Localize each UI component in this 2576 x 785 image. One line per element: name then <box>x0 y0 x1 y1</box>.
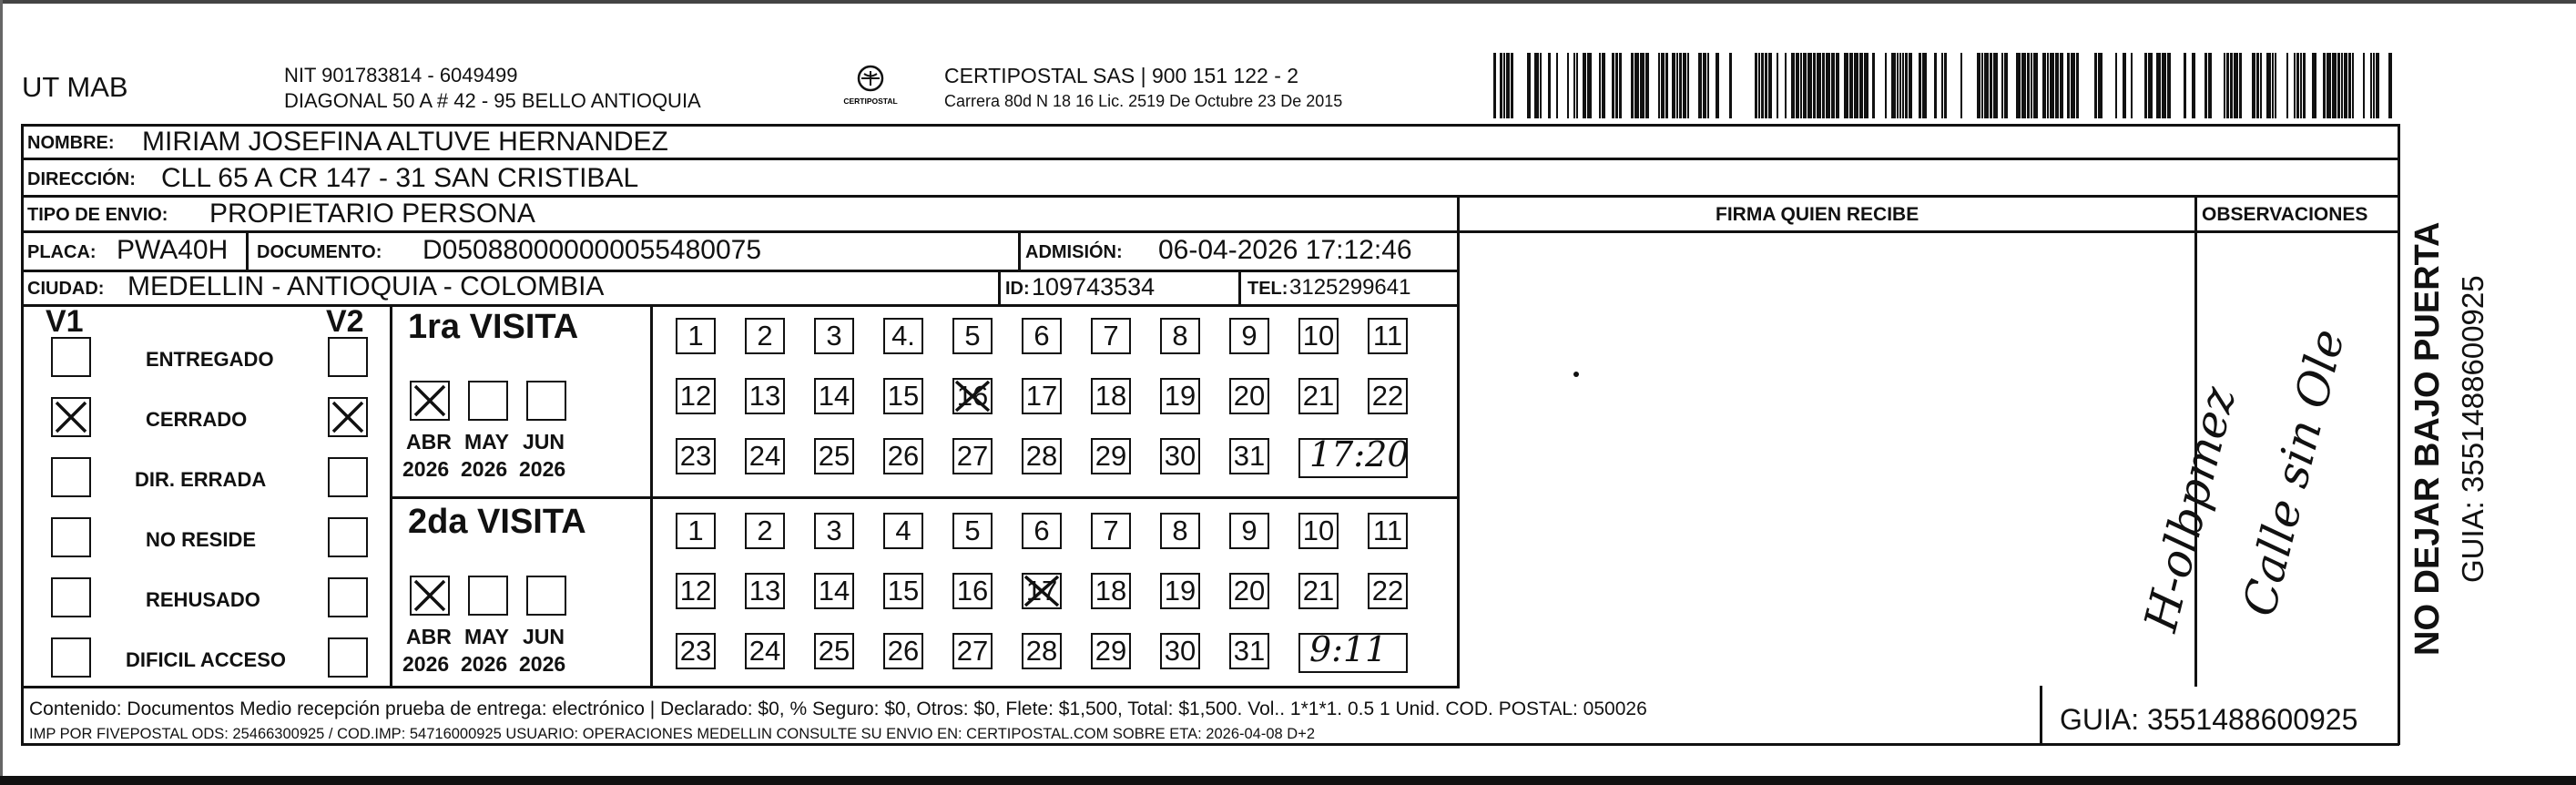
month-year: 2026 <box>461 457 508 481</box>
status-label: ENTREGADO <box>146 348 274 371</box>
day-number: 19 <box>1164 575 1196 607</box>
day-number: 9 <box>1241 320 1257 352</box>
day-cross-mark <box>952 378 993 419</box>
day-number: 4 <box>895 515 911 546</box>
id-value: 109743534 <box>1032 273 1156 301</box>
v2-checkbox[interactable] <box>328 457 368 497</box>
frame-bottom <box>21 743 2399 746</box>
day-box[interactable] <box>814 573 854 609</box>
v2-checkbox[interactable] <box>328 577 368 617</box>
v2-checkbox[interactable] <box>328 517 368 557</box>
v2-checkbox[interactable] <box>328 637 368 678</box>
day-box[interactable] <box>1160 513 1200 549</box>
documento-value: D050880000000055480075 <box>423 235 762 265</box>
footer-contenido: Contenido: Documentos Medio recepción prueba de entrega: electrónico | Declarado: $0, % Seguro: $0, Otros: $0, Flete: $1,500, Total: $1,500. Vol.. 1*1*1. 0.5 1 Unid. COD. POSTAL: 050026 <box>29 698 1647 719</box>
day-box[interactable] <box>814 318 854 354</box>
day-number: 21 <box>1302 380 1335 412</box>
day-number: 10 <box>1302 515 1335 546</box>
day-box[interactable] <box>1091 513 1131 549</box>
day-box[interactable] <box>745 378 785 414</box>
day-number: 11 <box>1372 320 1403 352</box>
day-box[interactable] <box>1298 513 1339 549</box>
day-number: 26 <box>887 635 920 667</box>
day-box[interactable] <box>1091 438 1131 474</box>
day-number: 6 <box>1033 515 1050 546</box>
day-number: 22 <box>1371 380 1404 412</box>
visit-left-sep <box>650 304 653 687</box>
day-box[interactable] <box>952 438 993 474</box>
day-number: 2 <box>757 515 773 546</box>
month-checkbox[interactable] <box>410 381 450 421</box>
direccion-value: CLL 65 A CR 147 - 31 SAN CRISTIBAL <box>161 163 639 193</box>
day-number: 5 <box>964 320 981 352</box>
day-box[interactable] <box>1368 573 1408 609</box>
day-number: 29 <box>1095 635 1127 667</box>
day-number: 31 <box>1233 440 1266 472</box>
month-label: ABR <box>406 430 452 454</box>
day-number: 11 <box>1372 515 1403 546</box>
day-number: 4. <box>891 320 915 352</box>
day-box[interactable] <box>676 438 716 474</box>
day-number: 20 <box>1233 380 1266 412</box>
month-label: MAY <box>464 430 509 454</box>
day-box[interactable] <box>883 318 923 354</box>
day-box[interactable] <box>676 573 716 609</box>
day-number: 8 <box>1172 515 1188 546</box>
day-number: 28 <box>1025 440 1058 472</box>
sender-name: UT MAB <box>22 71 128 103</box>
day-number: 15 <box>887 380 920 412</box>
day-number: 14 <box>818 575 850 607</box>
day-box[interactable] <box>1229 513 1269 549</box>
observaciones-header: OBSERVACIONES <box>2202 204 2368 225</box>
day-box[interactable] <box>952 513 993 549</box>
day-number: 13 <box>748 380 781 412</box>
day-box[interactable] <box>883 378 923 414</box>
day-box[interactable] <box>1160 573 1200 609</box>
day-box[interactable] <box>1368 513 1408 549</box>
frame-left <box>21 124 24 745</box>
day-box[interactable] <box>1091 573 1131 609</box>
day-number: 9 <box>1241 515 1257 546</box>
day-number: 16 <box>956 575 989 607</box>
day-number: 30 <box>1164 440 1196 472</box>
month-label: ABR <box>406 625 452 648</box>
row-line-5 <box>21 304 1460 307</box>
day-number: 20 <box>1233 575 1266 607</box>
day-box[interactable] <box>1229 573 1269 609</box>
v1-checkbox[interactable] <box>51 337 91 377</box>
day-number: 23 <box>679 635 712 667</box>
v2-checkbox[interactable] <box>328 397 368 437</box>
day-number: 31 <box>1233 635 1266 667</box>
visit-time: 17:20 <box>1309 434 1410 474</box>
day-box[interactable] <box>1229 318 1269 354</box>
day-box[interactable] <box>1160 318 1200 354</box>
day-number: 7 <box>1103 320 1119 352</box>
frame-right <box>2398 124 2400 745</box>
day-number: 21 <box>1302 575 1335 607</box>
month-label: JUN <box>523 430 565 454</box>
observaciones-handwriting <box>2133 291 2393 674</box>
company-address: Carrera 80d N 18 16 Lic. 2519 De Octubre 23 De 2015 <box>944 92 1343 110</box>
day-number: 12 <box>679 380 712 412</box>
day-number: 17 <box>1025 380 1058 412</box>
day-number: 1 <box>687 320 704 352</box>
top-border <box>0 0 2576 4</box>
day-number: 14 <box>818 380 850 412</box>
day-box[interactable] <box>883 573 923 609</box>
month-checkbox[interactable] <box>468 576 508 616</box>
visit-title: 2da VISITA <box>408 503 586 541</box>
row-line-1 <box>21 158 2399 160</box>
day-box[interactable] <box>1022 378 1062 414</box>
day-box[interactable] <box>1368 378 1408 414</box>
day-box[interactable] <box>676 378 716 414</box>
status-label: NO RESIDE <box>146 528 257 551</box>
ciudad-value: MEDELLIN - ANTIOQUIA - COLOMBIA <box>127 271 605 301</box>
day-number: 16 <box>956 380 989 412</box>
day-box[interactable] <box>952 573 993 609</box>
day-box[interactable] <box>1160 438 1200 474</box>
day-box[interactable] <box>1022 633 1062 669</box>
day-box[interactable] <box>1022 438 1062 474</box>
day-box[interactable] <box>1022 318 1062 354</box>
day-box[interactable] <box>1298 573 1339 609</box>
pen-dot <box>1573 372 1579 377</box>
visit-time-box[interactable] <box>1298 629 1408 673</box>
documento-label: DOCUMENTO: <box>257 242 382 262</box>
month-label: JUN <box>523 625 565 648</box>
day-number: 29 <box>1095 440 1127 472</box>
day-box[interactable] <box>1368 318 1408 354</box>
day-box[interactable] <box>1298 318 1339 354</box>
month-checkbox[interactable] <box>468 381 508 421</box>
day-number: 8 <box>1172 320 1188 352</box>
v1-checkbox[interactable] <box>51 637 91 678</box>
day-number: 17 <box>1025 575 1058 607</box>
day-box[interactable] <box>883 633 923 669</box>
day-box[interactable] <box>1298 378 1339 414</box>
month-year: 2026 <box>402 457 450 481</box>
day-number: 23 <box>679 440 712 472</box>
id-label: ID: <box>1005 279 1030 299</box>
month-year: 2026 <box>519 652 566 676</box>
month-year: 2026 <box>461 652 508 676</box>
day-number: 3 <box>826 320 842 352</box>
day-number: 22 <box>1371 575 1404 607</box>
day-number: 18 <box>1095 380 1127 412</box>
day-number: 18 <box>1095 575 1127 607</box>
visit-time-box[interactable] <box>1298 434 1410 478</box>
day-box[interactable] <box>814 378 854 414</box>
logo-text: CERTIPOSTAL <box>843 97 898 106</box>
day-box[interactable] <box>676 633 716 669</box>
visit-mid-sep <box>390 496 1460 499</box>
day-box[interactable] <box>1160 378 1200 414</box>
placa-label: PLACA: <box>27 242 97 262</box>
day-number: 13 <box>748 575 781 607</box>
day-number: 7 <box>1103 515 1119 546</box>
placa-sep <box>246 230 249 270</box>
visit-time: 9:11 <box>1309 629 1388 669</box>
nombre-value: MIRIAM JOSEFINA ALTUVE HERNANDEZ <box>142 127 668 157</box>
sender-nit: NIT 901783814 - 6049499 <box>284 64 518 87</box>
tel-label: TEL: <box>1247 279 1288 299</box>
v1-header: V1 <box>46 304 84 339</box>
day-box[interactable] <box>1091 633 1131 669</box>
v2-header: V2 <box>326 304 364 339</box>
footer-guia: GUIA: 3551488600925 <box>2060 703 2358 736</box>
day-box[interactable] <box>745 438 785 474</box>
day-number: 19 <box>1164 380 1196 412</box>
ciudad-label: CIUDAD: <box>27 279 105 299</box>
sig-header-line <box>1457 230 2399 233</box>
direccion-label: DIRECCIÓN: <box>27 169 136 189</box>
tipo-envio-value: PROPIETARIO PERSONA <box>209 199 535 229</box>
barcode <box>1493 53 2397 120</box>
day-cross-mark <box>1022 573 1062 614</box>
footer-guia-sep <box>2040 686 2042 743</box>
day-number: 30 <box>1164 635 1196 667</box>
visit-title: 1ra VISITA <box>408 308 579 346</box>
day-number: 5 <box>964 515 981 546</box>
day-number: 6 <box>1033 320 1050 352</box>
nombre-label: NOMBRE: <box>27 133 115 153</box>
tipo-envio-label: TIPO DE ENVIO: <box>27 205 168 225</box>
day-box[interactable] <box>745 573 785 609</box>
day-box[interactable] <box>1229 378 1269 414</box>
day-box[interactable] <box>1022 513 1062 549</box>
sig-col-left <box>1457 195 1460 687</box>
day-box[interactable] <box>1229 633 1269 669</box>
footer-imp: IMP POR FIVEPOSTAL ODS: 25466300925 / COD.IMP: 54716000925 USUARIO: OPERACIONES MEDELLIN CONSULTE SU ENVIO EN: CERTIPOSTAL.COM SOBRE ETA: 2026-04-08 D+2 <box>29 726 1316 742</box>
day-box[interactable] <box>676 318 716 354</box>
day-number: 28 <box>1025 635 1058 667</box>
v1-checkbox[interactable] <box>51 457 91 497</box>
day-number: 10 <box>1302 320 1335 352</box>
sender-address: DIAGONAL 50 A # 42 - 95 BELLO ANTIOQUIA <box>284 89 701 112</box>
day-box[interactable] <box>745 318 785 354</box>
day-box[interactable] <box>883 438 923 474</box>
day-box[interactable] <box>1229 438 1269 474</box>
obs-line-2: Calle sin Ole <box>2232 323 2356 622</box>
status-label: REHUSADO <box>146 588 260 611</box>
tel-sep <box>1238 270 1241 304</box>
status-label: DIR. ERRADA <box>135 468 267 491</box>
month-checkbox[interactable] <box>526 381 566 421</box>
obs-line-1: H-olbpmez <box>2133 382 2246 637</box>
id-sep <box>998 270 1001 304</box>
tel-value: 3125299641 <box>1289 275 1411 300</box>
day-box[interactable] <box>814 438 854 474</box>
bottom-border <box>0 776 2576 785</box>
status-label: DIFICIL ACCESO <box>126 648 287 671</box>
day-number: 12 <box>679 575 712 607</box>
day-box[interactable] <box>676 513 716 549</box>
admision-value: 06-04-2026 17:12:46 <box>1158 235 1412 265</box>
day-number: 25 <box>818 635 850 667</box>
company-name: CERTIPOSTAL SAS | 900 151 122 - 2 <box>944 64 1299 87</box>
day-box[interactable] <box>814 513 854 549</box>
month-checkbox[interactable] <box>526 576 566 616</box>
left-border <box>0 0 3 785</box>
day-number: 15 <box>887 575 920 607</box>
day-box[interactable] <box>952 318 993 354</box>
day-box[interactable] <box>1091 378 1131 414</box>
grid-bottom-sep <box>21 686 1460 688</box>
day-number: 2 <box>757 320 773 352</box>
v2-checkbox[interactable] <box>328 337 368 377</box>
day-box[interactable] <box>1160 633 1200 669</box>
day-box[interactable] <box>814 633 854 669</box>
day-number: 27 <box>956 635 989 667</box>
day-number: 26 <box>887 440 920 472</box>
firma-header: FIRMA QUIEN RECIBE <box>1716 204 1919 225</box>
month-year: 2026 <box>519 457 566 481</box>
v1-checkbox[interactable] <box>51 397 91 437</box>
admision-sep <box>1018 230 1021 270</box>
day-box[interactable] <box>745 513 785 549</box>
month-label: MAY <box>464 625 509 648</box>
v1-checkbox[interactable] <box>51 517 91 557</box>
side-warning: NO DEJAR BAJO PUERTA <box>2408 221 2447 656</box>
admision-label: ADMISIÓN: <box>1025 242 1123 262</box>
status-label: CERRADO <box>146 408 248 431</box>
day-number: 25 <box>818 440 850 472</box>
placa-value: PWA40H <box>117 235 229 265</box>
day-number: 1 <box>687 515 704 546</box>
month-checkbox[interactable] <box>410 576 450 616</box>
day-box[interactable] <box>883 513 923 549</box>
month-year: 2026 <box>402 652 450 676</box>
row-line-3 <box>21 230 1460 233</box>
day-number: 24 <box>748 440 781 472</box>
day-number: 24 <box>748 635 781 667</box>
status-right-sep <box>390 304 392 687</box>
day-box[interactable] <box>952 633 993 669</box>
side-guia: GUIA: 3551488600925 <box>2456 275 2489 583</box>
certipostal-logo <box>840 62 901 113</box>
day-number: 3 <box>826 515 842 546</box>
row-line-2 <box>21 195 2399 198</box>
v1-checkbox[interactable] <box>51 577 91 617</box>
day-box[interactable] <box>745 633 785 669</box>
day-box[interactable] <box>1091 318 1131 354</box>
day-number: 27 <box>956 440 989 472</box>
